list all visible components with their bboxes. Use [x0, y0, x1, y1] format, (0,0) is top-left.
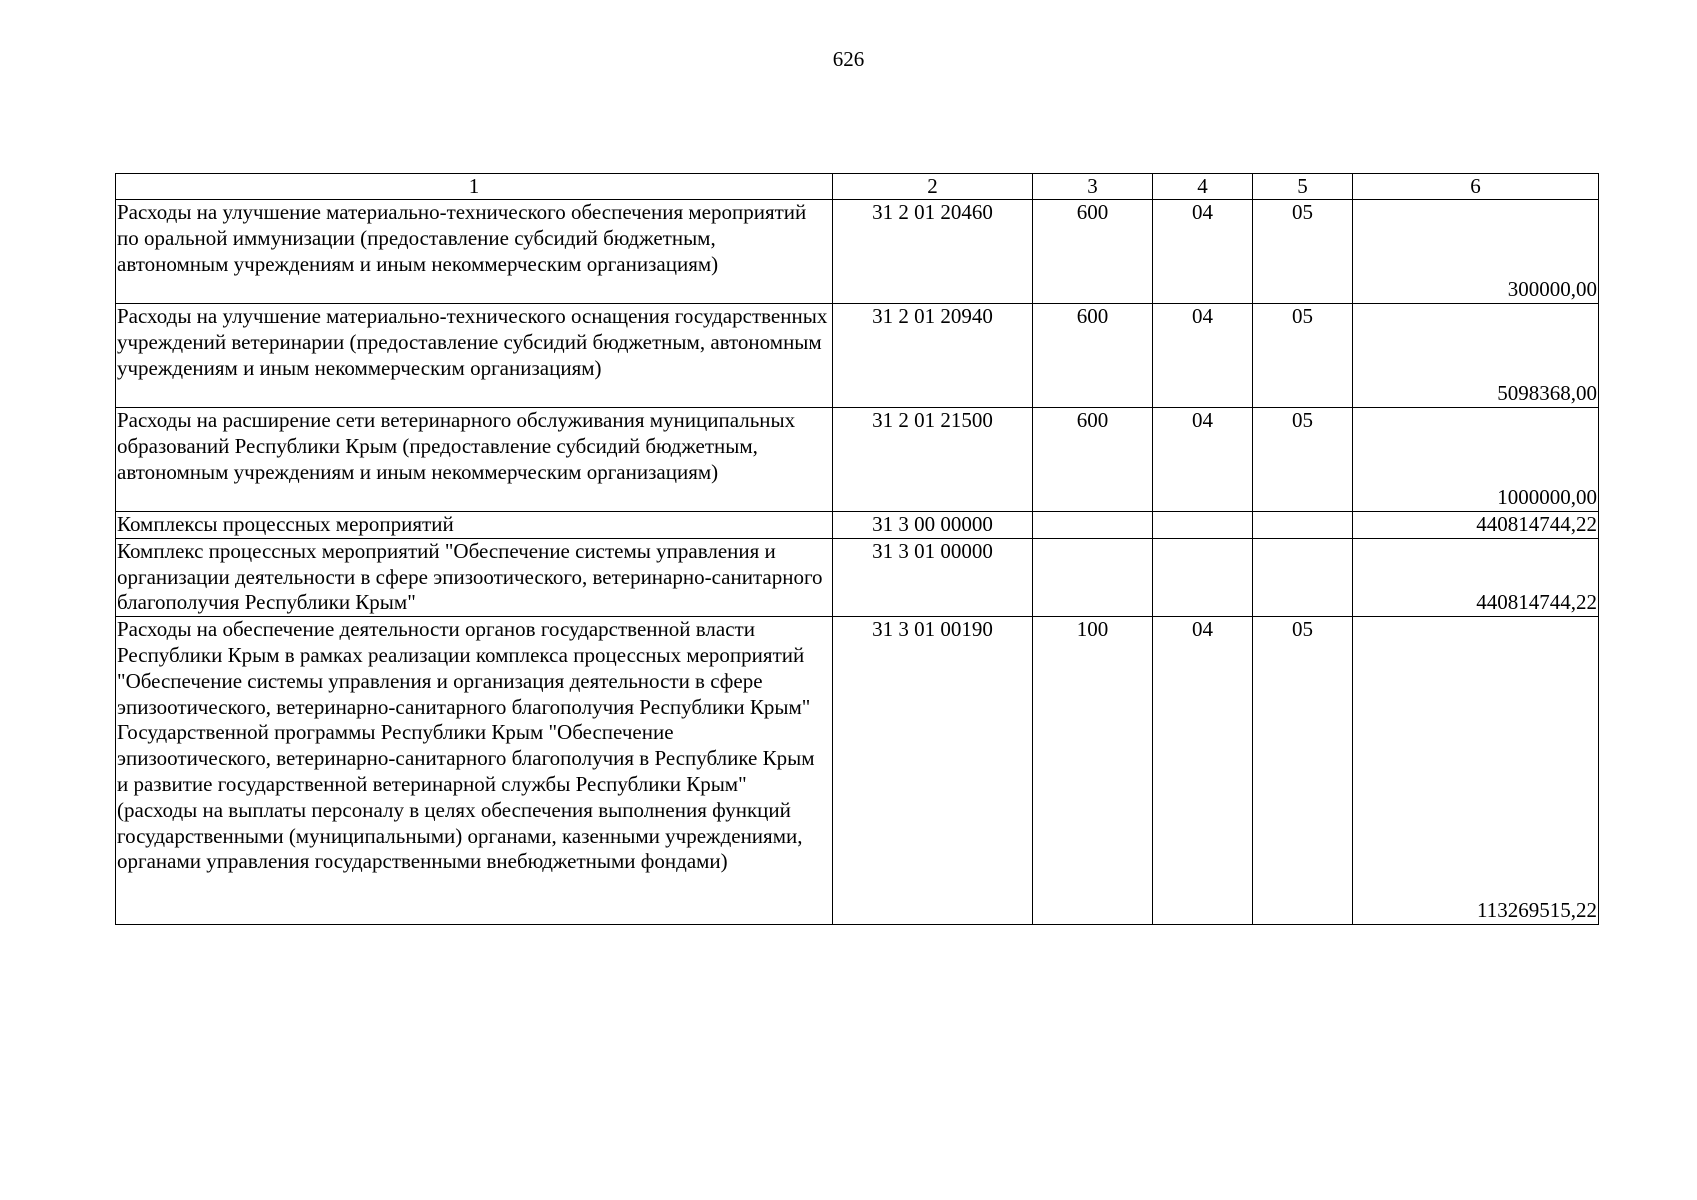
header-cell: 6 — [1353, 174, 1599, 200]
target-code-cell: 31 3 01 00000 — [833, 538, 1033, 616]
section-cell — [1153, 538, 1253, 616]
sum-cell: 5098368,00 — [1353, 304, 1599, 408]
expense-type-cell: 100 — [1033, 617, 1153, 925]
subsection-cell: 05 — [1253, 200, 1353, 304]
target-code-cell: 31 3 01 00190 — [833, 617, 1033, 925]
table-row — [116, 512, 1599, 539]
section-cell: 04 — [1153, 200, 1253, 304]
section-cell: 04 — [1153, 617, 1253, 925]
target-code-cell: 31 2 01 20940 — [833, 304, 1033, 408]
subsection-cell: 05 — [1253, 617, 1353, 925]
table-header-row — [116, 174, 1599, 200]
sum-cell: 1000000,00 — [1353, 408, 1599, 512]
table-row — [116, 538, 1599, 616]
header-cell: 5 — [1253, 174, 1353, 200]
table-row — [116, 304, 1599, 408]
page-number: 626 — [832, 47, 865, 71]
sum-cell: 440814744,22 — [1353, 512, 1599, 539]
header-cell: 3 — [1033, 174, 1153, 200]
table-row — [116, 408, 1599, 512]
subsection-cell: 05 — [1253, 408, 1353, 512]
sum-cell: 440814744,22 — [1353, 538, 1599, 616]
expense-type-cell — [1033, 538, 1153, 616]
budget-table — [115, 173, 1599, 925]
section-cell: 04 — [1153, 304, 1253, 408]
sum-cell: 113269515,22 — [1353, 617, 1599, 925]
subsection-cell: 05 — [1253, 304, 1353, 408]
expense-name-cell: Расходы на улучшение материально-технического обеспечения мероприятий по оральной иммунизации (предоставление субсидий бюджетным, автономным учреждениям и иным некоммерческим организациям) — [116, 200, 833, 304]
header-cell: 1 — [116, 174, 833, 200]
target-code-cell: 31 2 01 21500 — [833, 408, 1033, 512]
header-cell: 2 — [833, 174, 1033, 200]
expense-name-cell: Комплекс процессных мероприятий "Обеспечение системы управления и организации деятельности в сфере эпизоотического, ветеринарно-санитарного благополучия Республики Крым" — [116, 538, 833, 616]
header-cell: 4 — [1153, 174, 1253, 200]
expense-type-cell: 600 — [1033, 200, 1153, 304]
table-row — [116, 617, 1599, 925]
subsection-cell — [1253, 538, 1353, 616]
expense-type-cell: 600 — [1033, 408, 1153, 512]
target-code-cell: 31 2 01 20460 — [833, 200, 1033, 304]
section-cell — [1153, 512, 1253, 539]
expense-type-cell — [1033, 512, 1153, 539]
expense-name-cell: Расходы на расширение сети ветеринарного обслуживания муниципальных образований Республики Крым (предоставление субсидий бюджетным, автономным учреждениям и иным некоммерческим организациям) — [116, 408, 833, 512]
expense-name-cell: Расходы на обеспечение деятельности органов государственной власти Республики Крым в рамках реализации комплекса процессных мероприятий "Обеспечение системы управления и организация деятельности в сфере эпизоотического, ветеринарно-санитарного благополучия Республики Крым" Государственной программы Республики Крым "Обеспечение эпизоотического, ветеринарно-санитарного благополучия в Республике Крым и развитие государственной ветеринарной службы Республики Крым" (расходы на выплаты персоналу в целях обеспечения выполнения функций государственными (муниципальными) органами, казенными учреждениями, органами управления государственными внебюджетными фондами) — [116, 617, 833, 925]
target-code-cell: 31 3 00 00000 — [833, 512, 1033, 539]
expense-type-cell: 600 — [1033, 304, 1153, 408]
subsection-cell — [1253, 512, 1353, 539]
expense-name-cell: Комплексы процессных мероприятий — [116, 512, 833, 539]
sum-cell: 300000,00 — [1353, 200, 1599, 304]
table-row — [116, 200, 1599, 304]
section-cell: 04 — [1153, 408, 1253, 512]
expense-name-cell: Расходы на улучшение материально-технического оснащения государственных учреждений ветеринарии (предоставление субсидий бюджетным, автономным учреждениям и иным некоммерческим организациям) — [116, 304, 833, 408]
